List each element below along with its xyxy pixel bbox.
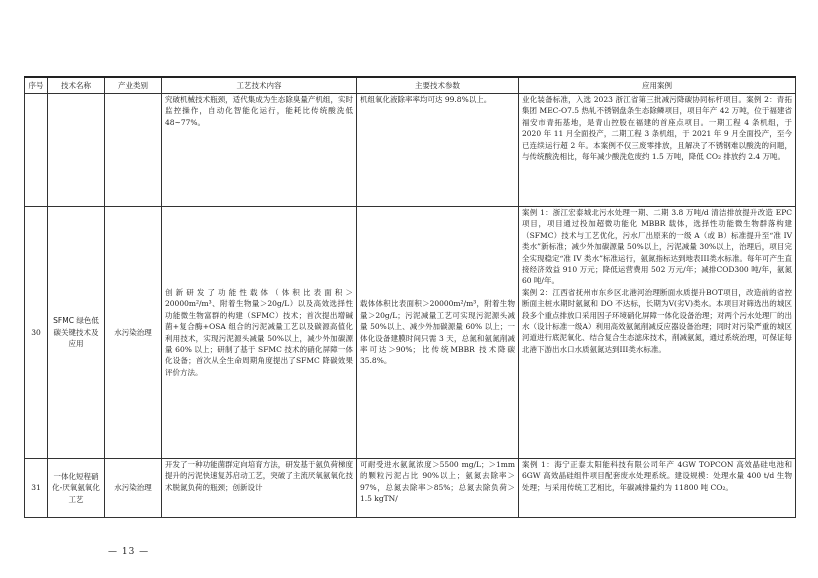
table-row	[25, 94, 796, 207]
header-no: 序号	[25, 77, 48, 94]
industry-category: 水污染治理	[105, 459, 162, 518]
application-cases	[519, 459, 796, 518]
header-process: 工艺技术内容	[162, 77, 357, 94]
technology-name	[48, 94, 105, 207]
technology-name: 一体化短程硝化-厌氧氨氧化工艺	[48, 459, 105, 518]
application-cases	[519, 94, 796, 207]
technical-parameters: 机组氧化液除率率均可达 99.8%以上。	[357, 94, 519, 207]
process-content: 创新研发了功能性载体（体积比表面积＞20000m²/m³、附着生物量＞20g/L）以及高效选择性功能微生物富群的构建（SFMC）技术；首次提出增碱菌+复合酶+OSA 组合的污泥减量工艺以及碳源高值化利用技术，实现污泥源头减量 50%以上，减少外加碳源量 60% 以上；研制了基于 SFMC 技术的硝化屏障一体化设备；首次从全生命周期角度提出了SFMC 降碳效果评价方法。	[162, 207, 357, 459]
technical-parameters: 可耐受进水氨氮浓度＞5500 mg/L；＞1mm 的颗粒污泥占比 90%以上；氨氮去除率＞97%，总氮去除率＞85%；总氮去除负荷＞1.5 kgTN/	[357, 459, 519, 518]
application-case: 案例 2：江西省抚州市东乡区北港河治理断面水质提升BOT项目，改造前的省控断面主桩水期时氨氮和 DO 不达标，长期为V(劣V)类水。本项目对筛选出的城区段多个重点排放口采用因子环境硝化屏障一体化设备治理；对两个污水处理厂的出水（设计标准一级A）利用高效氨氮削减反应器设备治理；同时对污染严重的城区河道进行底泥氧化、结合复合生态滤床技术，削减氨氮，通过系统治理，可保证每北港下游出水口水质氨氮达到III类水标准。	[522, 287, 792, 354]
header-cases: 应用案例	[519, 77, 796, 94]
row-number	[25, 94, 48, 207]
application-case: 案例 1：浙江宏泰城北污水处理一期、二期 3.8 万吨/d 清洁排放提升改造 EPC 项目，项目通过投加超微功能化 MBBR 载体，选择性功能微生物群落构建（SFMC）技术与工艺优化，污水厂出原来的一级 A（或 B）标准提升至“准 IV 类水”新标准；减少外加碳源量 50%以上，污泥减量 30%以上，治理后，项目完全实现稳定“准 IV 类水”标准运行，氨氮指标达到地表III类水标准。每年可产生直接经济效益 910 万元；降低运营费用 502 万元/年；减排COD300 吨/年，氨氮 60 吨/年。	[522, 208, 792, 286]
industry-category	[105, 94, 162, 207]
header-params: 主要技术参数	[357, 77, 519, 94]
table-row	[25, 459, 796, 518]
row-number: 31	[25, 459, 48, 518]
header-name: 技术名称	[48, 77, 105, 94]
process-content: 开发了一种功能菌群定向培育方法，研发基于氨负荷梯度提升的污泥快速复苏启动工艺，突破了主流厌氧氨氧化技术脱氮负荷的瓶颈；创新设计	[162, 459, 357, 518]
technical-parameters: 载体体积比表面积＞20000m²/m³，附着生物量＞20g/L；污泥减量工艺可实现污泥源头减量 50%以上、减少外加碳源量 60% 以上；一体化设备建膜时间只需 3 天，总氮和氨氮削减率可达＞90%；比传统MBBR 技术降碳 35.8%。	[357, 207, 519, 459]
application-cases	[519, 207, 796, 459]
page-number: — 13 —	[108, 547, 150, 557]
application-case: 业化装备标准，入选 2023 浙江省第三批减污降碳协同标杆项目。案例 2：青拓集团 MEC-O7.5 热轧不锈钢盘条生态除鳞项目，项目年产 42 万吨，位于福建省福安市青拓基地，是青山控股在福建的首座点项目。一期工程 4 条机组，于 2020 年 11 月全面投产，二期工程 3 条机组，于 2021 年 9 月全面投产，至今已连续运行超 2 年。本案例不仅三废零排放，且解决了不锈钢难以酸洗的问题，与传统酸洗相比，每年减少酸洗危废约 1.5 万吨，降低 CO₂ 排放约 2.4 万吨。	[522, 95, 792, 162]
technology-name: SFMC 绿色低碳关键技术及应用	[48, 207, 105, 459]
technology-table	[24, 76, 796, 518]
table-row	[25, 207, 796, 459]
table-header	[25, 77, 796, 94]
process-content: 究破机械技术瓶颈，适代集成为生态除臭量产机组，实时监控操作，自动化智能化运行，能耗比传统酸洗低48~77%。	[162, 94, 357, 207]
application-case: 案例 1：海宁正泰太阳能科技有限公司年产 4GW TOPCON 高效晶硅电池和 6GW 高效晶硅组件项目配套废水处理系统。建设规模：处理水量 400 t/d 生物处理；与采用传统工艺相比，年碳减排量约为 11800 吨 CO₂。	[522, 460, 792, 492]
row-number: 30	[25, 207, 48, 459]
header-category: 产业类别	[105, 77, 162, 94]
industry-category: 水污染治理	[105, 207, 162, 459]
